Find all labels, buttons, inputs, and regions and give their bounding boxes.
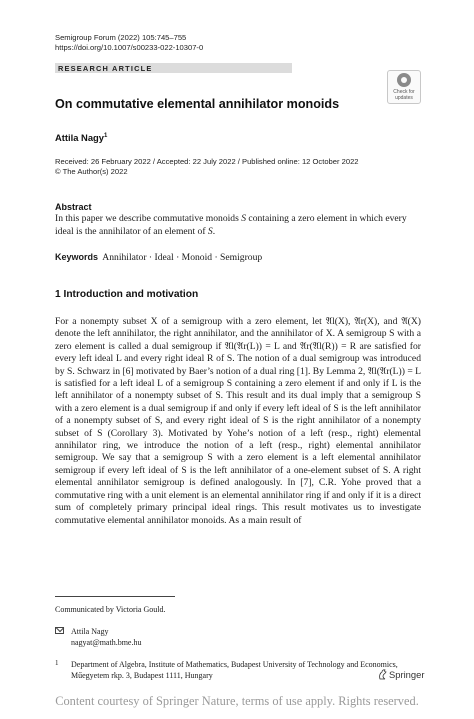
publication-dates: [55, 157, 359, 177]
publisher-logo: [378, 669, 424, 680]
date-history: Received: 26 February 2022 / Accepted: 22 July 2022 / Published online: 12 October 2022: [55, 157, 359, 166]
journal-citation: Semigroup Forum (2022) 105:745–755: [55, 33, 187, 42]
intro-paragraph: For a nonempty subset X of a semigroup with a zero element, let 𝔄l(X), 𝔄r(X), and 𝔄(X) denote the left annihilator, the right annihilator, and the annihilator of X. A semigroup S with a zero element is called a dual semigroup if 𝔄l(𝔄r(L)) = L and 𝔄r(𝔄l(R)) = R are satisfied for every left ideal L and every right ideal R of S. The notion of a dual semigroup was introduced by S. Schwarz in [6] motivated by Baer’s notion of a dual ring [1]. By Lemma 2, 𝔄l(𝔄r(L)) = L is satisfied for a left ideal L of a semigroup S containing a zero element if and only if L is the left annihilator of a nonempty subset of S. This result and its dual imply that a semigroup S with a zero element is a dual semigroup if and only if every left ideal of S is the left annihilator of a nonempty subset of S, and every right ideal of S is the right annihilator of a nonempty subset of S (Corollary 3). Motivated by Yohe’s notion of a left (resp., right) elemental annihilator ring, we introduce the notion of a left (resp., right) elemental annihilator semigroup. We say that a semigroup S with a zero element is a left elemental annihilator semigroup if every left ideal of S is the left annihilator of a one-element subset of S. A right elemental annihilator semigroup is defined analogously. In [7], C.R. Yohe proved that a commutative ring with a unit element is an elemental annihilator ring if and only if it is a direct sum of completely primary principal ideal rings. This result motivates us to investigate commutative elemental annihilator monoids. As a main result of: [55, 316, 421, 526]
paper-title: On commutative elemental annihilator monoids: [55, 97, 340, 111]
journal-header: [55, 33, 203, 53]
abstract-heading: Abstract: [55, 202, 92, 212]
abstract-text: In this paper we describe commutative monoids S containing a zero element in which every ideal is the annihilator of an element of S.: [55, 213, 407, 237]
section-body: [55, 316, 421, 527]
check-for-updates-button[interactable]: [387, 70, 421, 104]
affiliation-footnote: Department of Algebra, Institute of Mathematics, Budapest University of Technology and Economics, Műegyetem rkp. 3, Budapest 1111, Hungary: [71, 660, 398, 680]
check-updates-icon: [397, 73, 411, 87]
keywords-list: Annihilator · Ideal · Monoid · Semigroup: [102, 252, 263, 263]
article-type-label: RESEARCH ARTICLE: [58, 64, 153, 73]
footnote-mark: 1: [55, 659, 59, 667]
footnote-divider: [55, 596, 175, 597]
publisher-name: Springer: [389, 669, 425, 680]
author-affil-mark: 1: [103, 132, 108, 139]
springer-horse-icon: [378, 669, 387, 680]
contact-name: Attila Nagy: [71, 627, 109, 636]
badge-line-1: Check for: [393, 89, 415, 95]
section-heading: 1 Introduction and motivation: [55, 289, 199, 300]
courtesy-notice: Content courtesy of Springer Nature, terms of use apply. Rights reserved.: [55, 694, 419, 708]
author-name[interactable]: Attila Nagy: [55, 132, 104, 143]
badge-line-2: updates: [395, 95, 413, 101]
keywords: [55, 251, 421, 264]
contact-block: [71, 627, 141, 648]
author-line: [55, 132, 107, 143]
communicated-by: Communicated by Victoria Gould.: [55, 605, 166, 614]
copyright: © The Author(s) 2022: [55, 167, 128, 176]
journal-doi[interactable]: https://doi.org/10.1007/s00233-022-10307-0: [55, 43, 204, 52]
keywords-label: Keywords: [55, 252, 99, 262]
email-icon: [55, 627, 64, 634]
contact-email[interactable]: nagyat@math.bme.hu: [71, 637, 142, 647]
